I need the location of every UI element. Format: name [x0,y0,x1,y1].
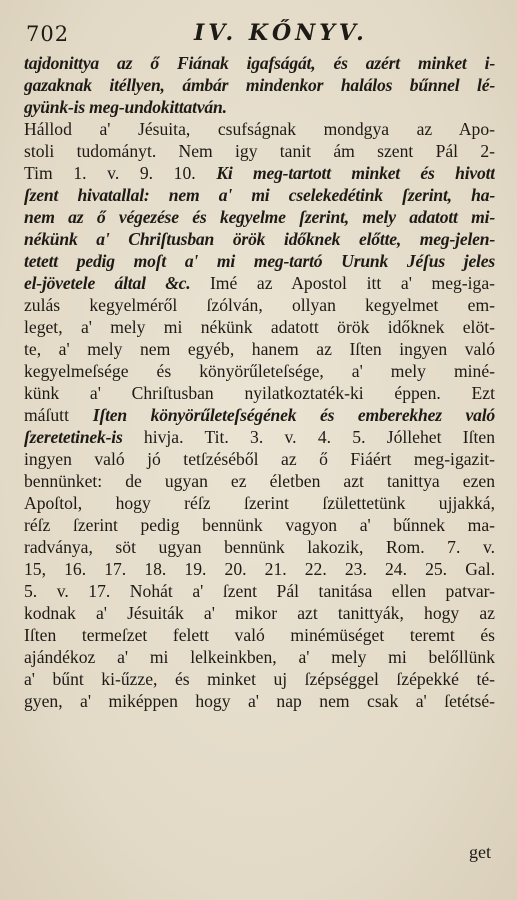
roman-text: Imé az Apostol itt a' meg-iga- [209,273,495,293]
page-number: 702 [26,22,70,46]
roman-text: zulás kegyelméről ſzólván, ollyan kegyelmet em- [24,295,495,315]
text-line [24,206,495,228]
text-line [24,514,495,536]
italic-text: gyünk-is meg-undokittatván. [24,97,227,117]
roman-text: stoli tudományt. Nem igy tanit ám szent Pál 2- [24,141,495,161]
roman-text: réſz ſzerint pedig bennünk vagyon a' bűnnek ma- [24,515,495,535]
catchword: get [469,842,491,862]
text-line [24,646,495,668]
text-line [24,162,495,184]
text-line [24,360,495,382]
running-title: IV. KŐNYV. [194,20,368,46]
text-line [24,470,495,492]
text-line [24,250,495,272]
italic-text: nékünk a' Chriſtusban örök időknek előtte, meg-jelen- [24,229,495,249]
roman-text: kodnak a' Jésuiták a' mikor azt tanittyák, hogy az [24,603,495,623]
italic-text: tajdonittya az ő Fiának igafságát, és azért minket i- [24,53,495,73]
text-line [24,338,495,360]
roman-text: leget, a' mely mi nékünk adatott örök időknek elöt- [24,317,495,337]
text-line [24,96,495,118]
italic-text: ſzeretetinek-is [24,427,123,447]
text-line [24,140,495,162]
roman-text: kegyelmeſsége és könyörűleteſsége, a' mely miné- [24,361,495,381]
italic-text: el-jövetele által &c. [24,273,210,293]
roman-text: Tim 1. v. 9. 10. [24,163,217,183]
text-line [24,52,495,74]
roman-text: máſutt [24,405,93,425]
text-line [24,558,495,580]
text-line [24,316,495,338]
text-line [24,184,495,206]
roman-text: Iſten termeſzet felett való minémüséget teremt és [24,625,495,645]
text-line [24,668,495,690]
roman-text: hivja. Tit. 3. v. 4. 5. Jóllehet Iſten [122,427,495,447]
roman-text: Hállod a' Jésuita, csufságnak mondgya az Apo- [24,119,495,139]
text-line [24,426,495,448]
italic-text: ſzent hivatallal: nem a' mi cselekedétink ſzerint, ha- [24,185,495,205]
text-line [24,404,495,426]
text-line [24,492,495,514]
text-line [24,536,495,558]
italic-text: nem az ő végezése és kegyelme ſzerint, mely adatott mi- [24,207,495,227]
roman-text: ingyen való jó tetſzéséből az ő Fiáért meg-igazit- [24,449,495,469]
roman-text: a' bűnt ki-űzze, és minket uj ſzépséggel ſzépekké té- [24,669,495,689]
roman-text: bennünket: de ugyan ez életben azt tanittya ezen [24,471,495,491]
roman-text: radványa, söt ugyan bennünk lakozik, Rom. 7. v. [24,537,495,557]
text-line [24,580,495,602]
text-line [24,294,495,316]
text-line [24,602,495,624]
roman-text: künk a' Chriſtusban nyilatkoztaték-ki éppen. Ezt [24,383,495,403]
roman-text: 5. v. 17. Nohát a' ſzent Pál tanitása ellen patvar- [24,581,495,601]
text-line [24,74,495,96]
text-line [24,448,495,470]
roman-text: 15, 16. 17. 18. 19. 20. 21. 22. 23. 24. 25. Gal. [24,559,495,579]
roman-text: te, a' mely nem egyéb, hanem az Iſten ingyen való [24,339,495,359]
text-line [24,118,495,140]
italic-text: tetett pedig moſt a' mi meg-tartó Urunk Jéſus jeles [24,251,495,271]
body-text [24,52,495,712]
italic-text: gazaknak itéllyen, ámbár mindenkor halálos bűnnel lé- [24,75,495,95]
text-line [24,382,495,404]
text-line [24,272,495,294]
italic-text: Ki meg-tartott minket és hivott [216,163,495,183]
roman-text: Apoſtol, hogy réſz ſzerint ſzülettetünk ujjakká, [24,493,495,513]
text-line [24,690,495,712]
italic-text: Iſten könyörűleteſségének és emberekhez való [92,405,495,425]
roman-text: gyen, a' miképpen hogy a' nap nem csak a' ſetétsé- [24,691,495,711]
text-line [24,228,495,250]
roman-text: ajándékoz a' mi lelkeinkben, a' mely mi belőllünk [24,647,495,667]
running-head [24,18,495,52]
text-line [24,624,495,646]
